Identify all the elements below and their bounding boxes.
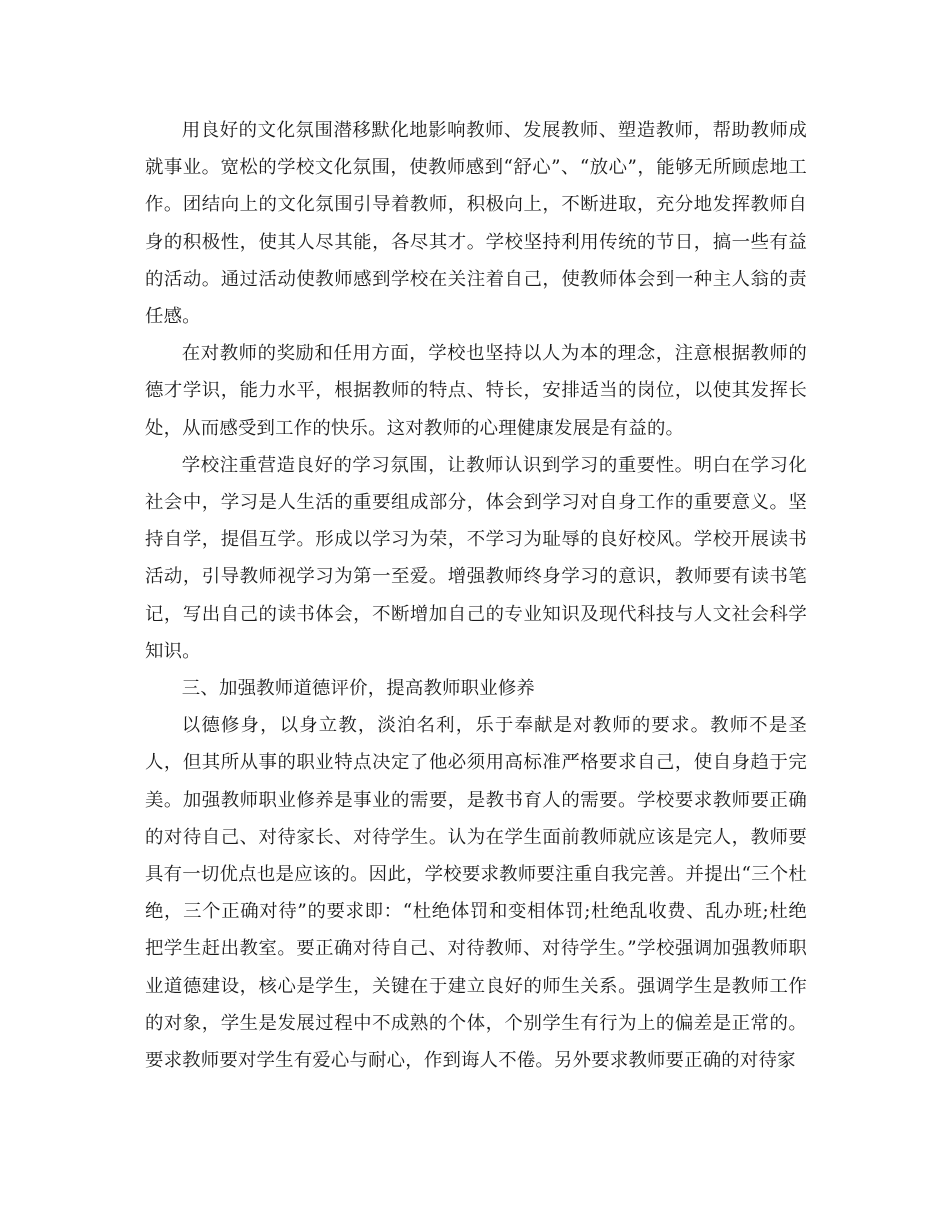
paragraph-professional-ethics: 以德修身，以身立教，淡泊名利，乐于奉献是对教师的要求。教师不是圣人，但其所从事的职业特点决定了他必须用高标准严格要求自己，使自身趋于完美。加强教师职业修养是事业的需要，是教书育人的需要。学校要求教师要正确的对待自己、对待家长、对待学生。认为在学生面前教师就应该是完人，教师要具有一切优点也是应该的。因此，学校要求教师要注重自我完善。并提出“三个杜绝，三个正确对待”的要求即：“杜绝体罚和变相体罚;杜绝乱收费、乱办班;杜绝把学生赶出教室。要正确对待自己、对待教师、对待学生。”学校强调加强教师职业道德建设，核心是学生，关键在于建立良好的师生关系。强调学生是教师工作的对象，学生是发展过程中不成熟的个体，个别学生有行为上的偏差是正常的。要求教师要对学生有爱心与耐心，作到诲人不倦。另外要求教师要正确的对待家 (145, 715, 807, 1072)
section-heading-ethics: 三、加强教师道德评价，提高教师职业修养 (181, 678, 536, 700)
paragraph-culture-atmosphere: 用良好的文化氛围潜移默化地影响教师、发展教师、塑造教师，帮助教师成就事业。宽松的学校文化氛围，使教师感到“舒心”、“放心”，能够无所顾虑地工作。团结向上的文化氛围引导着教师，积极向上，不断进取，充分地发挥教师自身的积极性，使其人尽其能，各尽其才。学校坚持利用传统的节日，搞一些有益的活动。通过活动使教师感到学校在关注着自己，使教师体会到一种主人翁的责任感。 (145, 120, 807, 328)
paragraph-learning-atmosphere: 学校注重营造良好的学习氛围，让教师认识到学习的重要性。明白在学习化社会中，学习是人生活的重要组成部分，体会到学习对自身工作的重要意义。坚持自学，提倡互学。形成以学习为荣，不学习为耻辱的良好校风。学校开展读书活动，引导教师视学习为第一至爱。增强教师终身学习的意识，教师要有读书笔记，写出自己的读书体会，不断增加自己的专业知识及现代科技与人文社会科学知识。 (145, 454, 807, 662)
paragraph-reward-appointment: 在对教师的奖励和任用方面，学校也坚持以人为本的理念，注意根据教师的德才学识，能力水平，根据教师的特点、特长，安排适当的岗位，以使其发挥长处，从而感受到工作的快乐。这对教师的心理健康发展是有益的。 (145, 343, 807, 439)
document-body (145, 112, 807, 1079)
